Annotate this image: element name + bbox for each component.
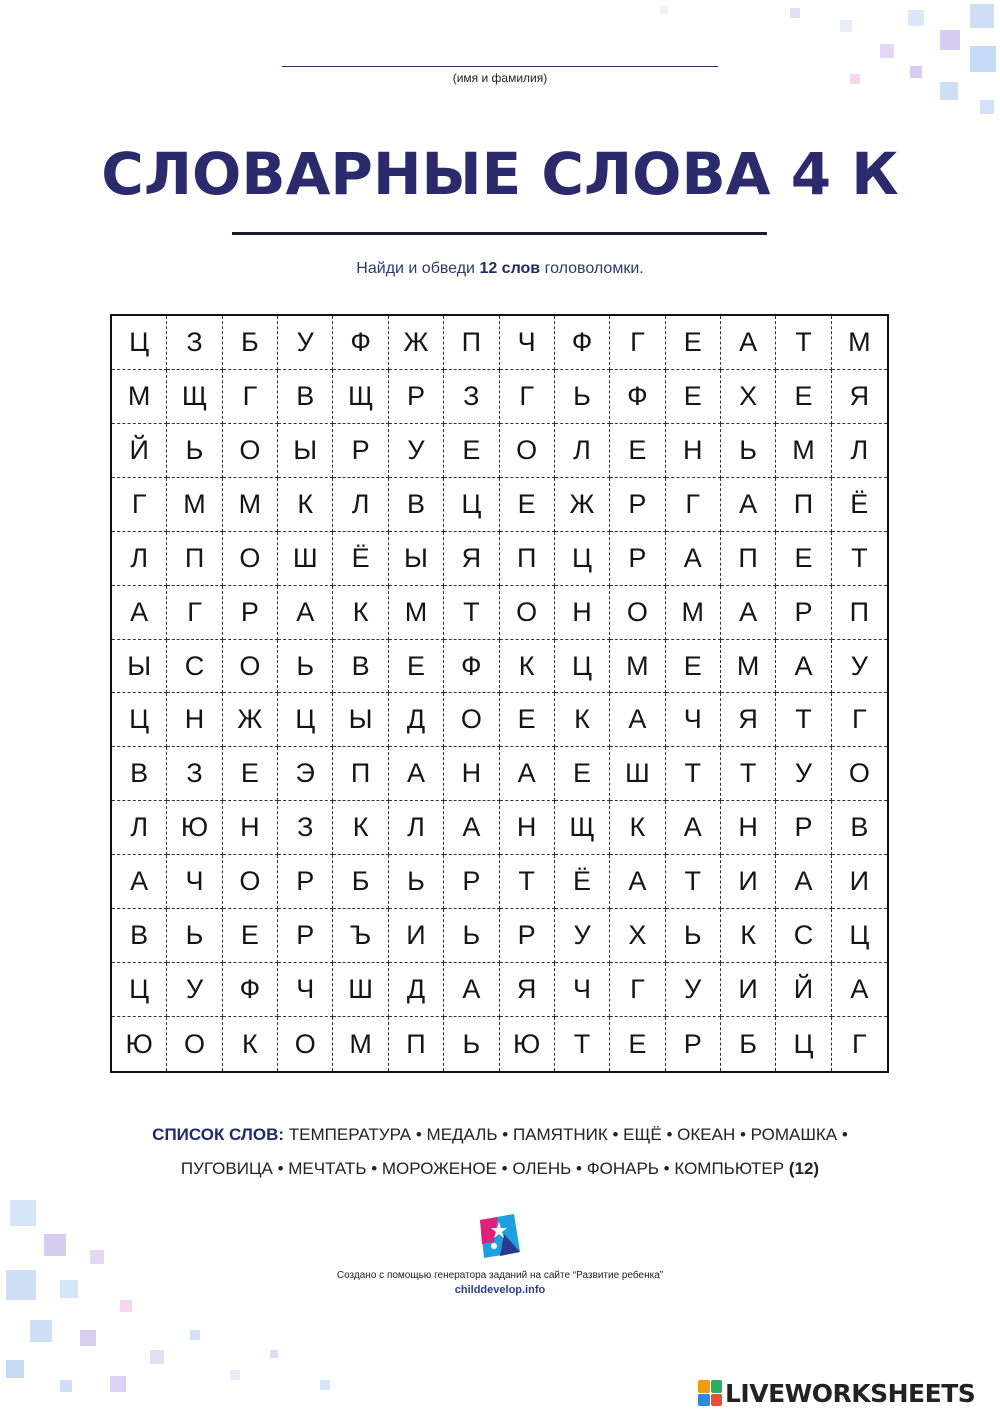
credit-link[interactable]: childdevelop.info [454,1284,546,1296]
grid-cell[interactable]: О [832,747,887,801]
grid-cell[interactable]: А [610,693,665,747]
grid-cell[interactable]: Ы [278,424,333,478]
grid-cell[interactable]: Л [112,801,167,855]
grid-cell[interactable]: Ш [278,532,333,586]
grid-cell[interactable]: Л [389,801,444,855]
grid-cell[interactable]: Т [555,1017,610,1071]
grid-cell[interactable]: К [333,586,388,640]
page-title: СЛОВАРНЫЕ СЛОВА 4 К [101,140,899,208]
word-list-words-1: ТЕМПЕРАТУРА • МЕДАЛЬ • ПАМЯТНИК • ЕЩЁ • ОКЕАН • РОМАШКА • [288,1125,848,1144]
grid-cell[interactable]: Ч [666,693,721,747]
grid-cell[interactable]: Ц [776,1017,831,1071]
grid-cell[interactable]: Я [832,370,887,424]
grid-cell[interactable]: Р [223,586,278,640]
grid-cell[interactable]: Е [666,370,721,424]
grid-cell[interactable]: Ф [555,316,610,370]
grid-cell[interactable]: Е [223,909,278,963]
grid-cell[interactable]: Е [223,747,278,801]
credit-text: Создано с помощью генератора заданий на сайте “Развитие ребенка” [336,1270,664,1281]
grid-cell[interactable]: Л [832,424,887,478]
grid-cell[interactable]: Е [555,747,610,801]
grid-cell[interactable]: Ь [444,909,499,963]
grid-cell[interactable]: Ц [555,640,610,694]
grid-cell[interactable]: Т [776,316,831,370]
grid-cell[interactable]: К [721,909,776,963]
grid-cell[interactable]: Ы [389,532,444,586]
grid-cell[interactable]: У [278,316,333,370]
grid-cell[interactable]: Г [610,963,665,1017]
grid-cell[interactable]: Р [444,855,499,909]
grid-cell[interactable]: Ё [555,855,610,909]
grid-cell[interactable]: Т [444,586,499,640]
grid-cell[interactable]: Т [832,532,887,586]
grid-cell[interactable]: Г [666,478,721,532]
grid-cell[interactable]: Я [721,693,776,747]
grid-cell[interactable]: Т [721,747,776,801]
grid-cell[interactable]: Г [832,693,887,747]
grid-cell[interactable]: В [112,747,167,801]
grid-cell[interactable]: Ф [610,370,665,424]
grid-cell[interactable]: Н [444,747,499,801]
grid-cell[interactable]: Ц [112,693,167,747]
grid-cell[interactable]: О [223,532,278,586]
grid-cell[interactable]: Ю [112,1017,167,1071]
grid-cell[interactable]: К [223,1017,278,1071]
grid-cell[interactable]: К [500,640,555,694]
grid-cell[interactable]: Р [500,909,555,963]
grid-cell[interactable]: Ф [333,316,388,370]
grid-cell[interactable]: К [555,693,610,747]
grid-cell[interactable]: Ч [278,963,333,1017]
grid-cell[interactable]: Н [167,693,222,747]
decor-squares-bottom-left [0,1180,380,1413]
title-divider [232,232,767,235]
grid-cell[interactable]: Б [333,855,388,909]
grid-cell[interactable]: И [389,909,444,963]
grid-cell[interactable]: Г [167,586,222,640]
grid-cell[interactable]: М [610,640,665,694]
grid-cell[interactable]: Й [776,963,831,1017]
grid-cell[interactable]: Е [666,640,721,694]
instruction-suffix: головоломки. [540,260,644,277]
grid-cell[interactable]: Е [444,424,499,478]
word-list-words-2: ПУГОВИЦА • МЕЧТАТЬ • МОРОЖЕНОЕ • ОЛЕНЬ • ФОНАРЬ • КОМПЬЮТЕР [180,1159,785,1178]
word-list-line-1 [100,1118,900,1152]
grid-cell[interactable]: Ц [112,316,167,370]
grid-cell[interactable]: М [223,478,278,532]
grid-cell[interactable]: Т [776,693,831,747]
grid-cell[interactable]: К [333,801,388,855]
grid-cell[interactable]: М [832,316,887,370]
grid-cell[interactable]: Ь [444,1017,499,1071]
grid-cell[interactable]: Т [666,747,721,801]
grid-cell[interactable]: Н [721,801,776,855]
grid-cell[interactable]: М [167,478,222,532]
grid-cell[interactable]: П [444,316,499,370]
grid-cell[interactable]: Ь [278,640,333,694]
grid-cell[interactable]: Я [500,963,555,1017]
grid-cell[interactable]: Я [444,532,499,586]
grid-cell[interactable]: Д [389,963,444,1017]
grid-cell[interactable]: Й [112,424,167,478]
grid-cell[interactable]: А [666,801,721,855]
grid-cell[interactable]: Е [776,370,831,424]
grid-cell[interactable]: З [167,316,222,370]
grid-cell[interactable]: О [167,1017,222,1071]
grid-cell[interactable]: Ж [389,316,444,370]
grid-cell[interactable]: Ч [555,963,610,1017]
grid-cell[interactable]: У [389,424,444,478]
grid-cell[interactable]: З [167,747,222,801]
grid-cell[interactable]: А [832,963,887,1017]
grid-cell[interactable]: Г [500,370,555,424]
grid-cell[interactable]: А [610,855,665,909]
grid-cell[interactable]: Б [223,316,278,370]
grid-cell[interactable]: Н [666,424,721,478]
grid-cell[interactable]: Е [610,424,665,478]
grid-cell[interactable]: Ч [500,316,555,370]
grid-cell[interactable]: А [112,855,167,909]
grid-cell[interactable]: В [112,909,167,963]
grid-cell[interactable]: Р [333,424,388,478]
grid-cell[interactable]: К [278,478,333,532]
instruction-prefix: Найди и обведи [356,260,480,277]
grid-cell[interactable]: П [500,532,555,586]
grid-cell[interactable]: А [721,586,776,640]
grid-cell[interactable]: Ы [333,693,388,747]
grid-cell[interactable]: Ё [832,478,887,532]
grid-cell[interactable]: С [776,909,831,963]
grid-cell[interactable]: М [666,586,721,640]
grid-cell[interactable]: Р [776,586,831,640]
grid-cell[interactable]: А [444,963,499,1017]
liveworksheets-icon [698,1380,722,1406]
word-list-count: (12) [788,1159,820,1178]
childdevelop-logo [474,1212,524,1262]
grid-cell[interactable]: У [167,963,222,1017]
grid-cell[interactable]: О [223,424,278,478]
grid-cell[interactable]: Б [721,1017,776,1071]
grid-cell[interactable]: А [389,747,444,801]
grid-cell[interactable]: Ф [223,963,278,1017]
grid-cell[interactable]: М [112,370,167,424]
grid-cell[interactable]: Н [500,801,555,855]
grid-cell[interactable]: Р [666,1017,721,1071]
word-list [100,1118,900,1186]
grid-cell[interactable]: Ч [167,855,222,909]
name-caption: (имя и фамилия) [452,71,548,85]
grid-cell[interactable]: А [666,532,721,586]
grid-cell[interactable]: В [389,478,444,532]
grid-cell[interactable]: А [500,747,555,801]
grid-cell[interactable]: З [444,370,499,424]
grid-cell[interactable]: А [278,586,333,640]
grid-cell[interactable]: О [223,855,278,909]
grid-cell[interactable]: Ь [721,424,776,478]
grid-cell[interactable]: Г [852,1028,867,1059]
grid-cell[interactable]: Ю [167,801,222,855]
grid-cell[interactable]: Ц [278,693,333,747]
grid-cell[interactable]: Г [112,478,167,532]
grid-cell[interactable]: А [721,316,776,370]
grid-cell[interactable]: А [776,855,831,909]
grid-cell[interactable]: Ж [555,478,610,532]
grid-cell[interactable]: Л [333,478,388,532]
grid-cell[interactable]: Ц [444,478,499,532]
grid-cell[interactable]: Ц [832,909,887,963]
grid-cell[interactable]: В [333,640,388,694]
grid-cell[interactable]: О [444,693,499,747]
word-search-grid[interactable] [110,314,889,1073]
grid-cell[interactable]: А [721,478,776,532]
grid-cell[interactable]: Ь [167,909,222,963]
grid-cell[interactable]: Ш [333,963,388,1017]
grid-cell[interactable]: Р [776,801,831,855]
grid-cell[interactable]: П [721,532,776,586]
grid-cell[interactable]: М [776,424,831,478]
grid-cell[interactable]: О [610,586,665,640]
grid-cell[interactable]: П [333,747,388,801]
grid-cell[interactable]: И [721,963,776,1017]
grid-cell[interactable]: Г [610,316,665,370]
grid-cell[interactable]: Э [278,747,333,801]
grid-cell[interactable]: Ъ [333,909,388,963]
grid-cell[interactable]: Т [666,855,721,909]
grid-cell[interactable]: Ф [444,640,499,694]
grid-cell[interactable]: Ь [555,370,610,424]
grid-cell[interactable]: Ц [112,963,167,1017]
grid-cell[interactable]: Е [500,478,555,532]
grid-cell[interactable]: Н [555,586,610,640]
grid-cell[interactable]: О [278,1017,333,1071]
grid-cell[interactable]: О [500,586,555,640]
grid-cell[interactable]: А [112,586,167,640]
grid-cell[interactable]: Р [278,855,333,909]
grid-cell[interactable]: Ы [112,640,167,694]
grid-cell[interactable]: Д [389,693,444,747]
grid-cell[interactable]: Е [610,1017,665,1071]
grid-cell[interactable]: У [776,747,831,801]
grid-cell[interactable]: Е [666,316,721,370]
word-list-label: СПИСОК СЛОВ: [152,1125,285,1144]
grid-cell[interactable]: Р [610,478,665,532]
word-list-line-2 [100,1152,900,1186]
grid-cell[interactable]: Р [610,532,665,586]
decor-squares-top-right [640,0,1000,140]
grid-cell[interactable]: Р [278,909,333,963]
grid-cell[interactable]: В [832,801,887,855]
grid-cell[interactable]: Ь [666,909,721,963]
grid-cell[interactable]: Ж [223,693,278,747]
grid-cell[interactable]: М [333,1017,388,1071]
grid-cell[interactable]: Ю [500,1017,555,1071]
grid-cell[interactable]: Щ [167,370,222,424]
instruction [0,260,1000,278]
grid-cell[interactable]: Н [223,801,278,855]
grid-cell[interactable]: У [832,640,887,694]
grid-cell[interactable]: У [555,909,610,963]
grid-cell[interactable]: Л [555,424,610,478]
grid-cell[interactable]: В [278,370,333,424]
grid-cell[interactable]: Л [112,532,167,586]
name-underline[interactable] [282,66,718,67]
grid-cell[interactable]: И [832,855,887,909]
grid-cell[interactable]: П [832,586,887,640]
grid-cell[interactable]: И [721,855,776,909]
grid-cell[interactable]: Ь [389,855,444,909]
grid-cell[interactable]: М [389,586,444,640]
grid-cell[interactable]: А [444,801,499,855]
grid-cell[interactable]: Ц [555,532,610,586]
grid-cell[interactable]: У [666,963,721,1017]
grid-cell[interactable]: Е [500,693,555,747]
grid-cell[interactable]: Ё [333,532,388,586]
grid-cell[interactable]: Х [721,370,776,424]
grid-cell[interactable]: Е [776,532,831,586]
grid-cell[interactable]: Ш [610,747,665,801]
grid-cell[interactable]: Х [610,909,665,963]
instruction-count: 12 слов [479,260,541,277]
grid-cell[interactable]: К [610,801,665,855]
grid-cell[interactable]: О [223,640,278,694]
liveworksheets-watermark [698,1378,975,1408]
grid-cell[interactable]: А [776,640,831,694]
grid-cell[interactable]: Щ [555,801,610,855]
grid-cell[interactable]: Ь [167,424,222,478]
grid-cell[interactable]: З [278,801,333,855]
grid-cell[interactable]: Г [223,370,278,424]
grid-cell[interactable]: Щ [333,370,388,424]
grid-cell[interactable]: Р [389,370,444,424]
grid-cell[interactable]: П [167,532,222,586]
grid-cell[interactable]: О [500,424,555,478]
grid-cell[interactable]: Т [500,855,555,909]
grid-cell[interactable]: С [167,640,222,694]
grid-cell[interactable]: П [389,1017,444,1071]
grid-cell[interactable]: Е [389,640,444,694]
grid-cell[interactable]: М [721,640,776,694]
liveworksheets-text: LIVEWORKSHEETS [725,1378,976,1408]
grid-cell[interactable]: П [776,478,831,532]
